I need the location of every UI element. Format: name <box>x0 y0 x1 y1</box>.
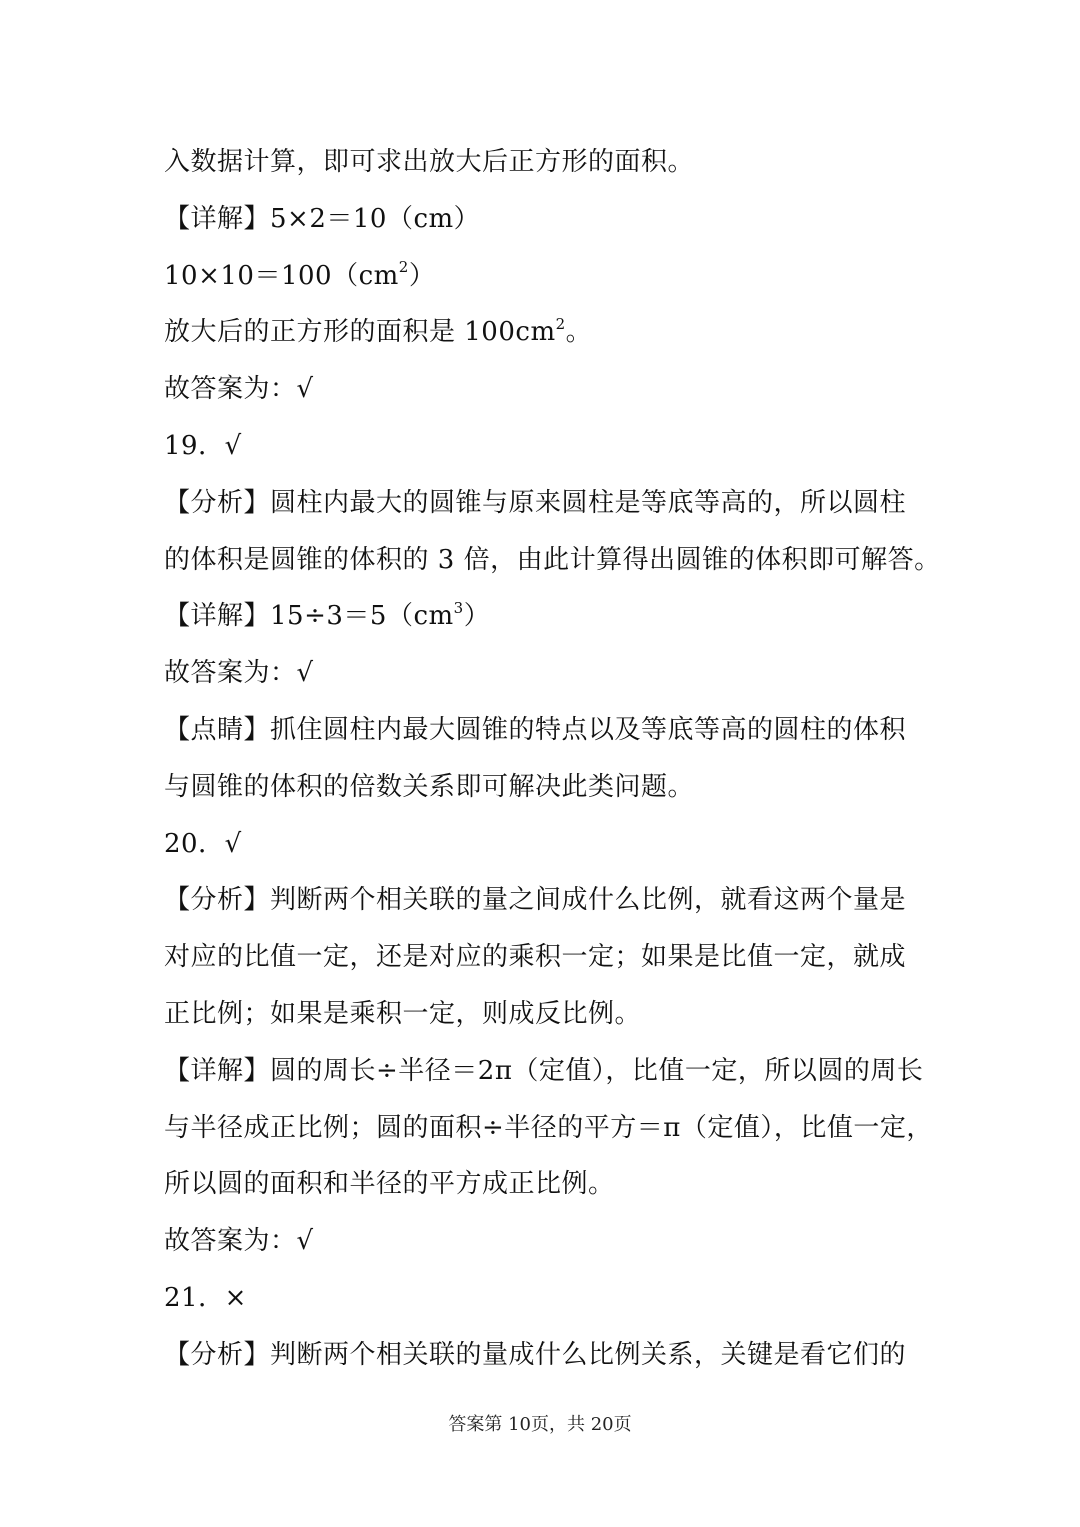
question-number: 20．√ <box>164 828 242 859</box>
question-number: 21．× <box>164 1282 247 1313</box>
text-line: 与圆锥的体积的倍数关系即可解决此类问题。 <box>164 771 695 802</box>
text-line: 【点睛】抓住圆柱内最大圆锥的特点以及等底等高的圆柱的体积 <box>164 714 907 745</box>
text-line: 的体积是圆锥的体积的 3 倍，由此计算得出圆锥的体积即可解答。 <box>164 544 941 575</box>
page-content <box>164 134 941 1384</box>
text-line: 所以圆的面积和半径的平方成正比例。 <box>164 1169 615 1200</box>
text-line: $10\times 10=100(cm^2)$ <box>164 257 436 291</box>
text-line: 与半径成正比例；圆的面积÷半径的平方＝π（定值），比值一定， <box>164 1112 933 1143</box>
text-line: 入数据计算，即可求出放大后正方形的面积。 <box>164 147 695 177</box>
text-line: 【详解】5×2＝10（cm） <box>164 203 481 234</box>
text-line: 【分析】判断两个相关联的量成什么比例关系，关键是看它们的 <box>164 1339 907 1370</box>
text-line: 故答案为：√ <box>164 1226 314 1257</box>
text-line: 对应的比值一定，还是对应的乘积一定；如果是比值一定，就成 <box>164 942 907 973</box>
text-line: 正比例；如果是乘积一定，则成反比例。 <box>164 998 642 1029</box>
text-line: 【分析】判断两个相关联的量之间成什么比例，就看这两个量是 <box>164 885 907 916</box>
text-line: 【详解】$15\div 3=5(cm^3)$ <box>164 598 491 632</box>
text-line: 【分析】圆柱内最大的圆锥与原来圆柱是等底等高的，所以圆柱 <box>164 487 907 518</box>
page-footer: 答案第 10页，共 20页 <box>448 1414 632 1435</box>
question-number: 19．√ <box>164 430 242 461</box>
text-line: 故答案为：√ <box>164 658 314 689</box>
text-line: 【详解】圆的周长÷半径＝2π（定值），比值一定，所以圆的周长 <box>164 1055 924 1086</box>
text-line: 放大后的正方形的面积是 $100cm^2$。 <box>164 314 593 348</box>
text-line: 故答案为：√ <box>164 374 314 405</box>
